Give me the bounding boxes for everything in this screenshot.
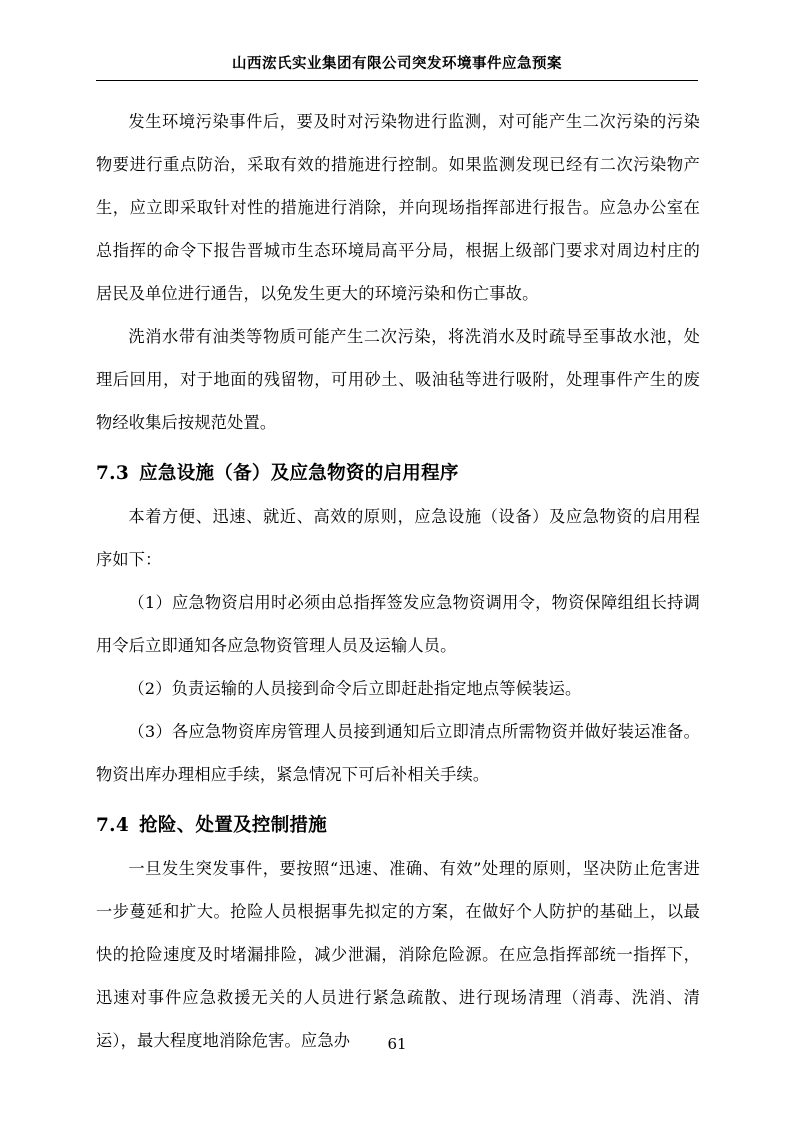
paragraph: （1）应急物资启用时必须由总指挥签发应急物资调用令，物资保障组组长持调用令后立即通知各应急物资管理人员及运输人员。 xyxy=(96,593,700,655)
page-number: 61 xyxy=(387,1035,407,1053)
section-title: 应急设施（备）及应急物资的启用程序 xyxy=(139,463,459,484)
page-body xyxy=(96,100,700,1062)
section-number: 7.3 xyxy=(96,463,130,484)
paragraph: （3）各应急物资库房管理人员接到通知后立即清点所需物资并做好装运准备。物资出库办理相应手续，紧急情况下可后补相关手续。 xyxy=(96,722,700,784)
section-heading-7-4 xyxy=(96,804,700,847)
section-heading-7-3 xyxy=(96,452,700,495)
paragraph: （2）负责运输的人员接到命令后立即赶赴指定地点等候装运。 xyxy=(128,679,582,698)
page-header: 山西浤氏实业集团有限公司突发环境事件应急预案 xyxy=(232,55,562,72)
paragraph: 一旦发生突发事件，要按照“迅速、准确、有效”处理的原则，坚决防止危害进一步蔓延和扩大。抢险人员根据事先拟定的方案，在做好个人防护的基础上，以最快的抢险速度及时堵漏排险，减少泄漏，消除危险源。在应急指挥部统一指挥下，迅速对事件应急救援无关的人员进行紧急疏散、进行现场清理（消毒、洗消、清运），最大程度地消除危害。应急办 xyxy=(96,859,700,1050)
paragraph: 洗消水带有油类等物质可能产生二次污染，将洗消水及时疏导至事故水池，处理后回用，对于地面的残留物，可用砂土、吸油毡等进行吸附，处理事件产生的废物经收集后按规范处置。 xyxy=(96,327,700,432)
paragraph: 发生环境污染事件后，要及时对污染物进行监测，对可能产生二次污染的污染物要进行重点防治，采取有效的措施进行控制。如果监测发现已经有二次污染物产生，应立即采取针对性的措施进行消除，并向现场指挥部进行报告。应急办公室在总指挥的命令下报告晋城市生态环境局高平分局，根据上级部门要求对周边村庄的居民及单位进行通告，以免发生更大的环境污染和伤亡事故。 xyxy=(96,112,700,303)
header-divider xyxy=(96,80,698,81)
section-title: 抢险、处置及控制措施 xyxy=(139,815,328,836)
section-number: 7.4 xyxy=(96,815,130,836)
paragraph: 本着方便、迅速、就近、高效的原则，应急设施（设备）及应急物资的启用程序如下： xyxy=(96,507,700,569)
